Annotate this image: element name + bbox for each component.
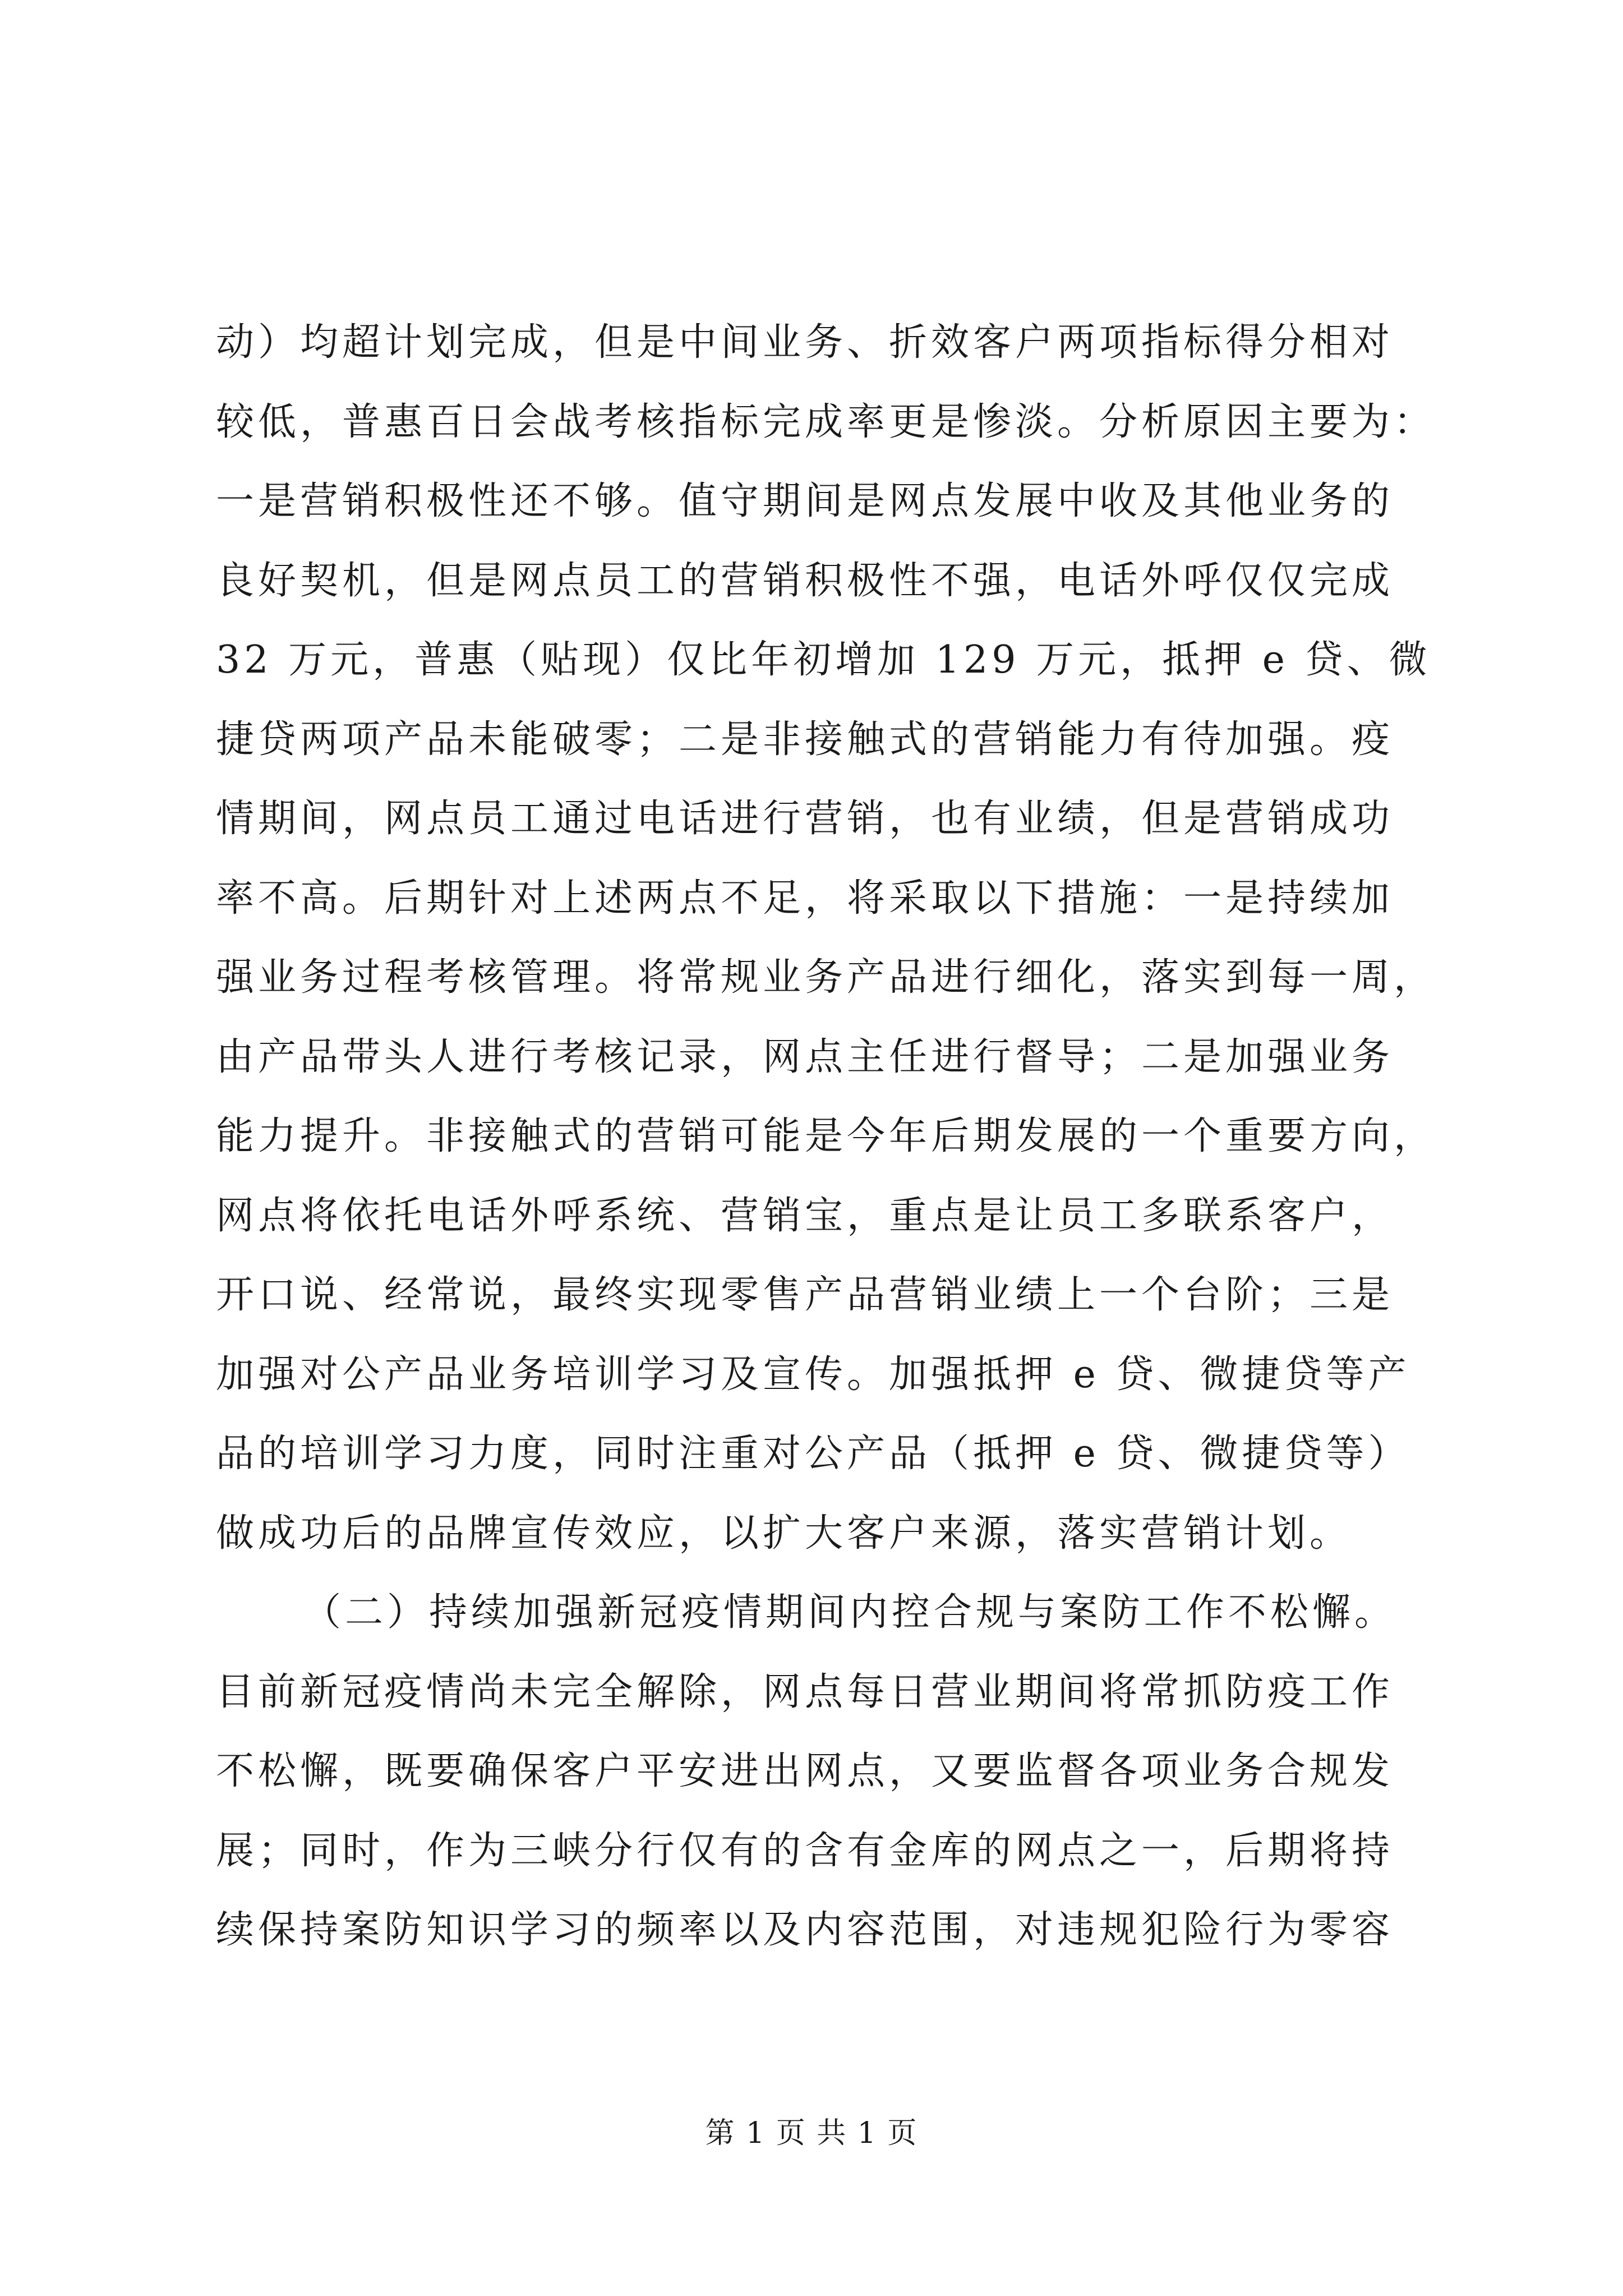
text-line: 能力提升。非接触式的营销可能是今年后期发展的一个重要方向，: [216, 1114, 1436, 1158]
text-line: 做成功后的品牌宣传效应，以扩大客户来源，落实营销计划。: [216, 1511, 1352, 1556]
text-line: 良好契机，但是网点员工的营销积极性不强，电话外呼仅仅完成: [216, 558, 1394, 603]
text-line: 较低，普惠百日会战考核指标完成率更是惨淡。分析原因主要为：: [216, 399, 1436, 444]
text-line: 加强对公产品业务培训学习及宣传。加强抵押 e 贷、微捷贷等产: [216, 1352, 1410, 1397]
text-line: 由产品带头人进行考核记录，网点主任进行督导；二是加强业务: [216, 1034, 1394, 1079]
text-line: 品的培训学习力度，同时注重对公产品（抵押 e 贷、微捷贷等）: [216, 1432, 1410, 1476]
text-line: 率不高。后期针对上述两点不足，将采取以下措施：一是持续加: [216, 876, 1394, 921]
page-number-label: 第 1 页 共 1 页: [705, 2116, 918, 2150]
text-line: 情期间，网点员工通过电话进行营销，也有业绩，但是营销成功: [216, 797, 1394, 841]
document-body: [216, 303, 1436, 1970]
text-line: 捷贷两项产品未能破零；二是非接触式的营销能力有待加强。疫: [216, 717, 1394, 762]
text-line: 网点将依托电话外呼系统、营销宝，重点是让员工多联系客户，: [216, 1193, 1394, 1238]
text-line: 32 万元，普惠（贴现）仅比年初增加 129 万元，抵押 e 贷、微: [216, 638, 1431, 682]
text-line: 动）均超计划完成，但是中间业务、折效客户两项指标得分相对: [216, 320, 1394, 365]
text-line: 强业务过程考核管理。将常规业务产品进行细化，落实到每一周，: [216, 955, 1436, 1000]
text-line: 一是营销积极性还不够。值守期间是网点发展中收及其他业务的: [216, 479, 1394, 523]
text-line: 开口说、经常说，最终实现零售产品营销业绩上一个台阶；三是: [216, 1273, 1394, 1317]
text-line: 续保持案防知识学习的频率以及内容范围，对违规犯险行为零容: [216, 1908, 1394, 1952]
section-heading-line: （二）持续加强新冠疫情期间内控合规与案防工作不松懈。: [303, 1590, 1397, 1635]
text-line: 展；同时，作为三峡分行仅有的含有金库的网点之一，后期将持: [216, 1828, 1394, 1873]
text-line: 不松懈，既要确保客户平安进出网点，又要监督各项业务合规发: [216, 1749, 1394, 1793]
page-footer: [0, 2109, 1623, 2151]
text-line: 目前新冠疫情尚未完全解除，网点每日营业期间将常抓防疫工作: [216, 1669, 1394, 1714]
